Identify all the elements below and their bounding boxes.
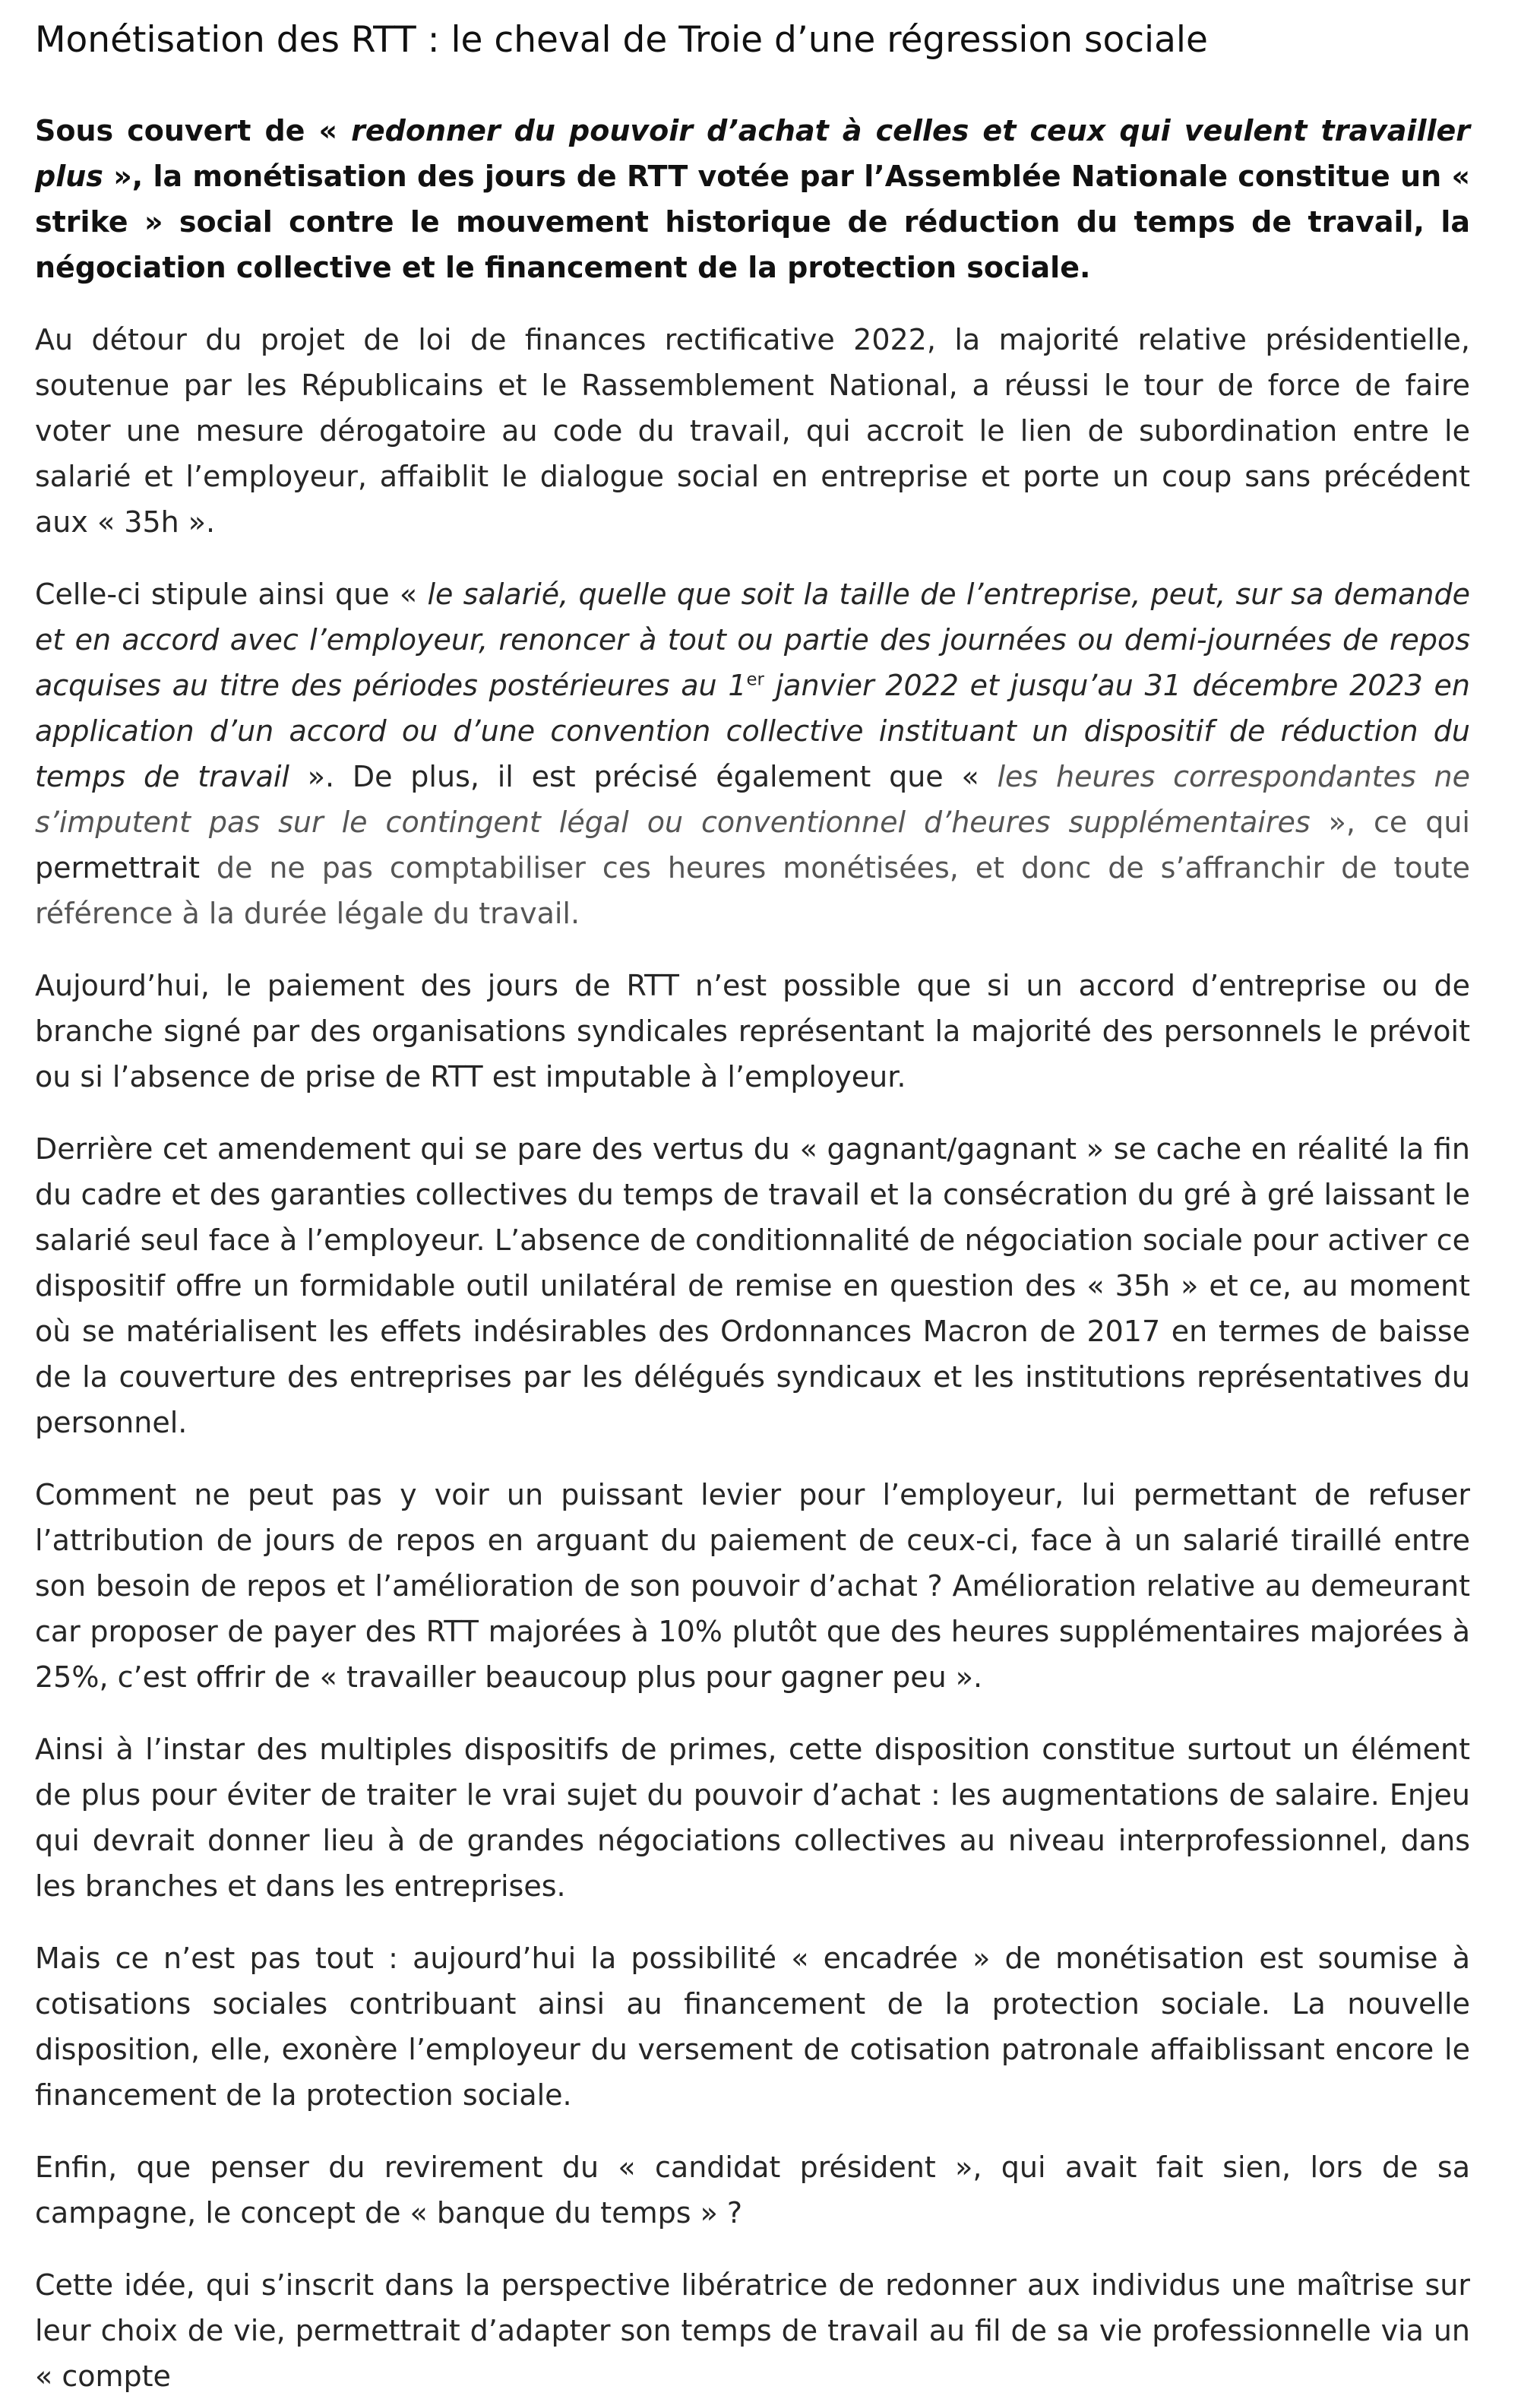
paragraph-6: Ainsi à l’instar des multiples dispositifs de primes, cette disposition constitue surtout un élément de plus pour éviter de traiter le vrai sujet du pouvoir d’achat : les augmentations de salaire. Enjeu qui devrait donner lieu à de grandes négociations collectives au niveau interprofessionnel, dans les branches et dans les entreprises. <box>35 1733 1470 1903</box>
p2-quote-1-superscript: er <box>746 669 764 690</box>
paragraph-4: Derrière cet amendement qui se pare des vertus du « gagnant/gagnant » se cache en réalité la fin du cadre et des garanties collectives du temps de travail et la consécration du gré à gré laissant le salarié seul face à l’employeur. L’absence de conditionnalité de négociation sociale pour activer ce dispositif offre un formidable outil unilatéral de remise en question des « 35h » et ce, au moment où se matérialisent les effets indésirables des Ordonnances Macron de 2017 en termes de baisse de la couverture des entreprises par les délégués syndicaux et les institutions représentatives du personnel. <box>35 1132 1470 1439</box>
lead-quote: redonner du pouvoir d’achat à celles et ceux qui veulent travailler plus <box>35 114 1471 193</box>
p2-quote-1a: le salarié, quelle que soit la taille de l’entreprise, peut, sur sa demande et en accord avec l’employeur, renoncer à tout ou partie des journées ou demi-journées de repos acquises au titre des périodes postérieures au 1 <box>35 578 1471 702</box>
p2-text-1: Celle-ci stipule ainsi que « <box>35 578 428 611</box>
document-title: Monétisation des RTT : le cheval de Troie d’une régression sociale <box>35 19 1208 61</box>
paragraph-7: Mais ce n’est pas tout : aujourd’hui la possibilité « encadrée » de monétisation est soumise à cotisations sociales contribuant ainsi au financement de la protection sociale. La nouvelle disposition, elle, exonère l’employeur du versement de cotisation patronale affaiblissant encore le financement de la protection sociale. <box>35 1942 1470 2112</box>
p2-quote-2: les heures correspondantes ne s’imputent pas sur le contingent légal ou conventionnel d’heures supplémentaires <box>35 760 1470 839</box>
lead-text-after: », la monétisation des jours de RTT votée par l’Assemblée Nationale constitue un « strike » social contre le mouvement historique de réduction du temps de travail, la négociation collective et le financement de la protection sociale. <box>35 160 1470 284</box>
lead-paragraph <box>35 108 1470 290</box>
paragraph-9: Cette idée, qui s’inscrit dans la perspective libératrice de redonner aux individus une maîtrise sur leur choix de vie, permettrait d’adapter son temps de travail au fil de sa vie professionnelle via un « compte <box>35 2268 1470 2393</box>
p2-text-2: ». De plus, il est précisé également que « <box>289 760 998 793</box>
paragraph-1: Au détour du projet de loi de finances rectificative 2022, la majorité relative présidentielle, soutenue par les Républicains et le Rassemblement National, a réussi le tour de force de faire voter une mesure dérogatoire au code du travail, qui accroit le lien de subordination entre le salarié et l’employeur, affaiblit le dialogue social en entreprise et porte un coup sans précédent aux « 35h ». <box>35 323 1470 539</box>
p2-quote-1b: janvier 2022 et jusqu’au 31 décembre 2023 en application d’un accord ou d’une convention collective instituant un dispositif de réduction du temps de travail <box>35 669 1470 793</box>
p2-text-4: permettrait <box>35 851 201 885</box>
paragraph-5: Comment ne peut pas y voir un puissant levier pour l’employeur, lui permettant de refuser l’attribution de jours de repos en arguant du paiement de ceux-ci, face à un salarié tiraillé entre son besoin de repos et l’amélioration de son pouvoir d’achat ? Amélioration relative au demeurant car proposer de payer des RTT majorées à 10% plutôt que des heures supplémentaires majorées à 25%, c’est offrir de « travailler beaucoup plus pour gagner peu ». <box>35 1478 1470 1694</box>
paragraph-8: Enfin, que penser du revirement du « candidat président », qui avait fait sien, lors de sa campagne, le concept de « banque du temps » ? <box>35 2151 1470 2230</box>
p2-text-3: », ce qui <box>1310 805 1470 839</box>
lead-text-before: Sous couvert de « <box>35 114 352 147</box>
p2-text-5: de ne pas comptabiliser ces heures monétisées, et donc de s’affranchir de toute référence à la durée légale du travail. <box>35 851 1470 930</box>
paragraph-3: Aujourd’hui, le paiement des jours de RTT n’est possible que si un accord d’entreprise ou de branche signé par des organisations syndicales représentant la majorité des personnels le prévoit ou si l’absence de prise de RTT est imputable à l’employeur. <box>35 969 1470 1093</box>
paragraph-2 <box>35 571 1470 936</box>
